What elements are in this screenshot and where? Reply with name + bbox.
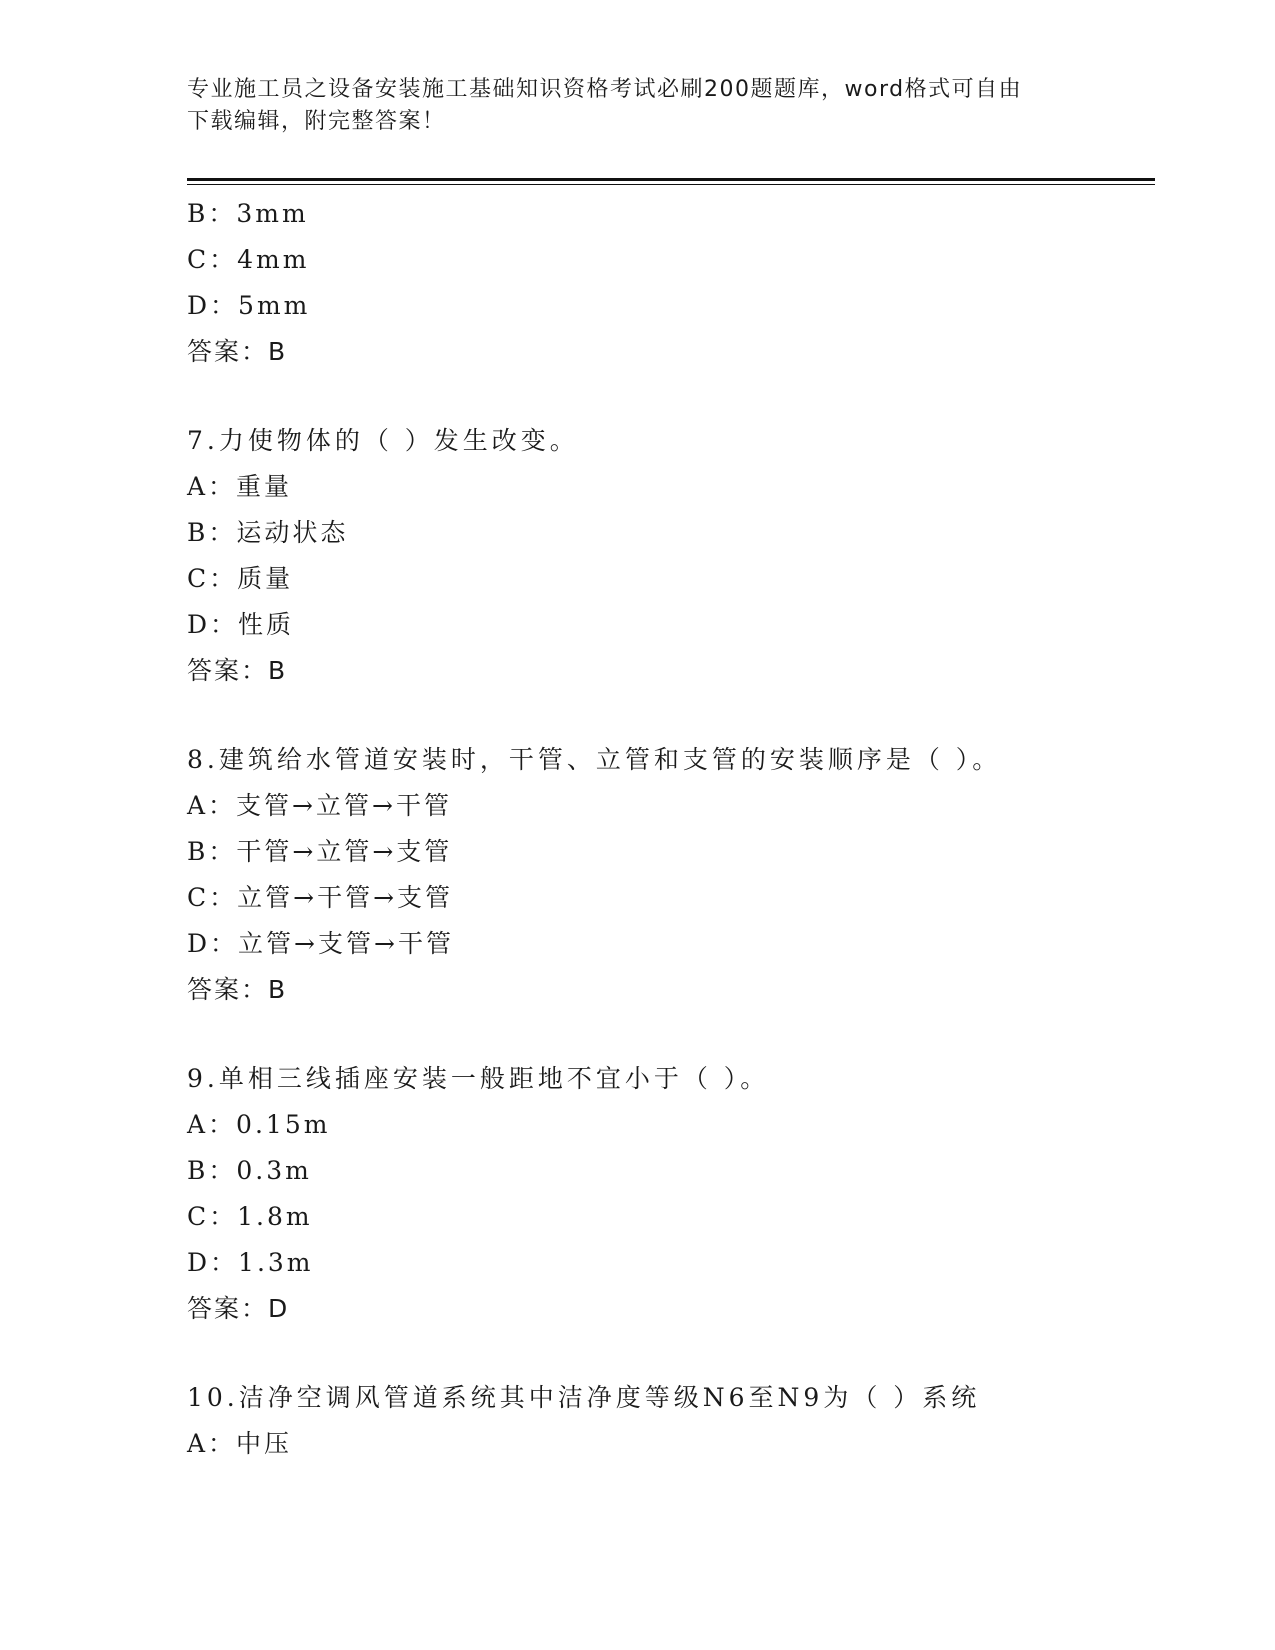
option-b: B：运动状态 xyxy=(187,518,349,547)
question-9 xyxy=(187,1056,1155,1332)
question-list xyxy=(187,191,1155,1467)
answer: 答案：B xyxy=(187,656,288,685)
option-c: C：1.8m xyxy=(187,1202,313,1231)
spacer xyxy=(187,694,1155,737)
option-b: B：0.3m xyxy=(187,1156,312,1185)
option-a: A：支管→立管→干管 xyxy=(187,791,452,820)
answer: 答案：B xyxy=(187,337,288,366)
option-d: D：性质 xyxy=(187,610,295,639)
header-line-2: 下载编辑，附完整答案！ xyxy=(187,109,446,134)
option-d: D：1.3m xyxy=(187,1248,314,1277)
option-b: B：干管→立管→支管 xyxy=(187,837,453,866)
option-c: C：4mm xyxy=(187,245,310,274)
question-stem: 8.建筑给水管道安装时，干管、立管和支管的安装顺序是（ ）。 xyxy=(187,745,1002,774)
spacer xyxy=(187,375,1155,418)
option-d: D：5mm xyxy=(187,291,311,320)
option-a: A：0.15m xyxy=(187,1110,331,1139)
spacer xyxy=(187,1332,1155,1375)
option-a: A：重量 xyxy=(187,472,293,501)
question-stem: 10.洁净空调风管道系统其中洁净度等级N6至N9为（ ）系统 xyxy=(187,1383,981,1412)
option-c: C：质量 xyxy=(187,564,294,593)
question-6-continuation xyxy=(187,191,1155,375)
question-7 xyxy=(187,418,1155,694)
option-a: A：中压 xyxy=(187,1429,293,1458)
header-rule-thick xyxy=(187,178,1155,181)
spacer xyxy=(187,1013,1155,1056)
option-b: B：3mm xyxy=(187,199,309,228)
option-d: D：立管→支管→干管 xyxy=(187,929,454,958)
header-line-1: 专业施工员之设备安装施工基础知识资格考试必刷200题题库，word格式可自由 xyxy=(187,77,1023,102)
document-header xyxy=(187,74,1067,138)
question-10 xyxy=(187,1375,1155,1467)
question-stem: 7.力使物体的（ ）发生改变。 xyxy=(187,426,579,455)
question-8 xyxy=(187,737,1155,1013)
answer: 答案：B xyxy=(187,975,288,1004)
header-rule-thin xyxy=(187,184,1155,185)
question-stem: 9.单相三线插座安装一般距地不宜小于（ ）。 xyxy=(187,1064,770,1093)
answer: 答案：D xyxy=(187,1294,290,1323)
option-c: C：立管→干管→支管 xyxy=(187,883,454,912)
